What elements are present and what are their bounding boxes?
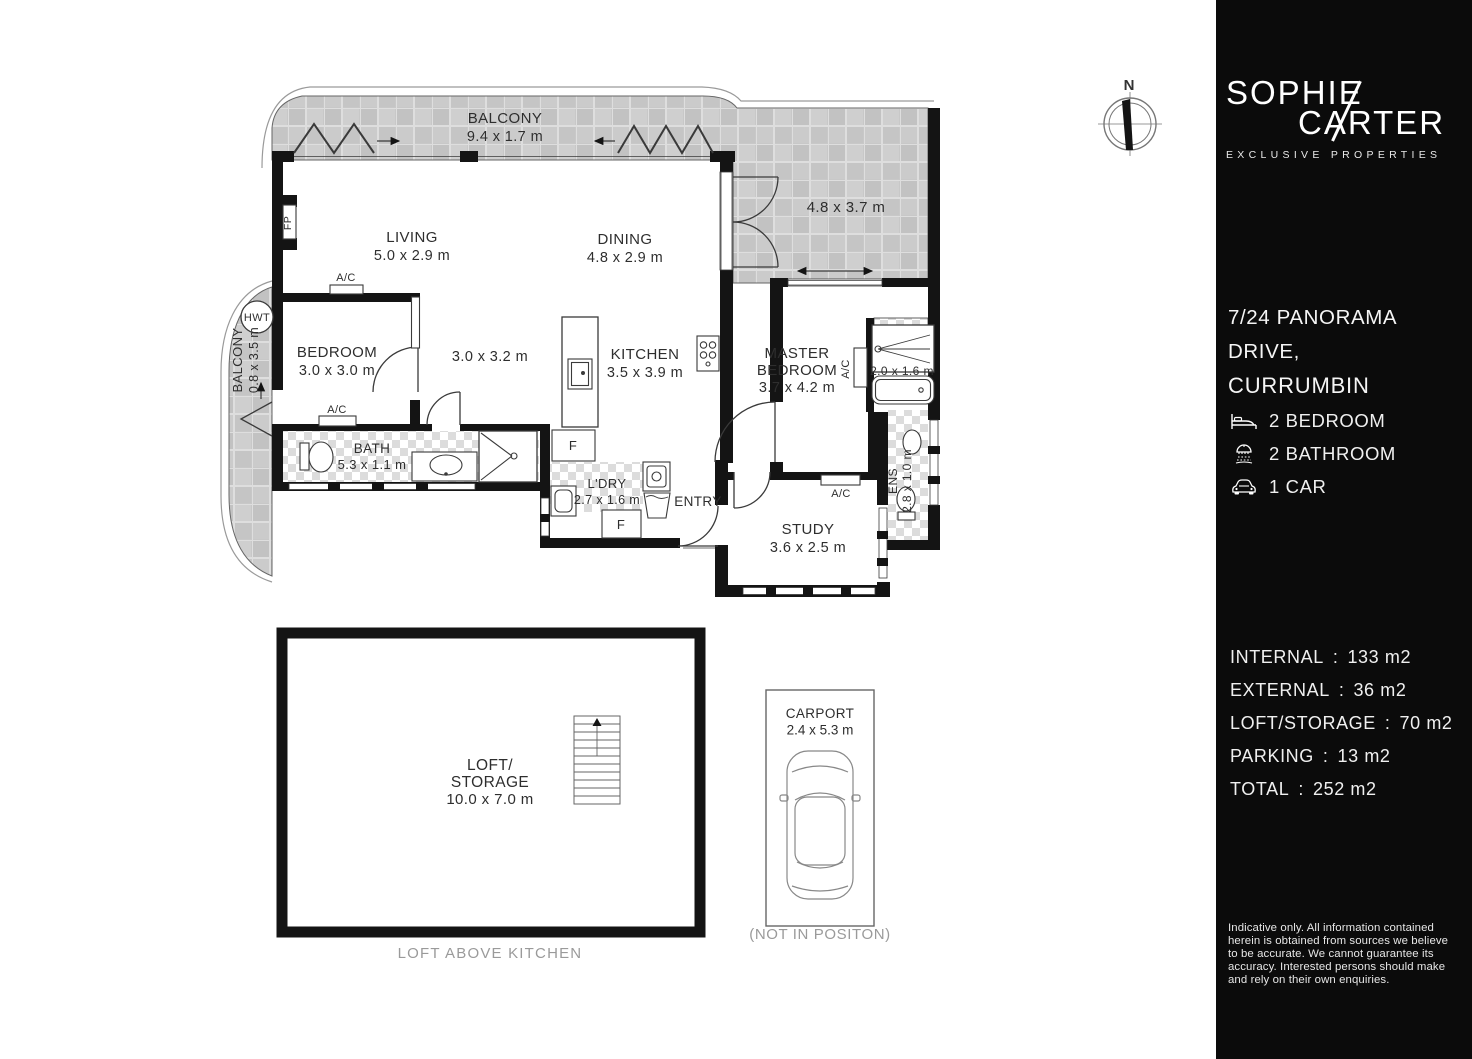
feature-label-bedrooms: 2 BEDROOM — [1269, 409, 1386, 431]
area-value: 13 m2 — [1337, 746, 1391, 766]
area-summary — [1230, 641, 1464, 806]
terrace-dims: 4.8 x 3.7 m — [806, 199, 886, 216]
compass — [1098, 77, 1162, 156]
ac-unit-study — [821, 475, 860, 485]
area-label: INTERNAL — [1230, 647, 1324, 667]
area-separator: : — [1332, 647, 1339, 667]
address-line2: CURRUMBIN — [1228, 373, 1370, 398]
washer — [643, 462, 670, 491]
feature-bathrooms — [1230, 437, 1460, 470]
carport-label: CARPORT — [785, 706, 855, 721]
area-label: PARKING — [1230, 746, 1314, 766]
compass-north-label: N — [1123, 77, 1135, 94]
carport-dims: 2.4 x 5.3 m — [786, 722, 854, 738]
sidebar — [1216, 0, 1472, 1059]
side-balcony-dims: 0.8 x 3.5 m — [247, 326, 261, 394]
ac-unit-living — [330, 285, 363, 294]
kitchen-dims: 3.5 x 3.9 m — [606, 365, 684, 381]
carport-plan — [749, 690, 891, 943]
area-label: EXTERNAL — [1230, 680, 1330, 700]
side-balcony-label: BALCONY — [230, 327, 245, 393]
entry-label: ENTRY — [674, 494, 722, 509]
study-label: STUDY — [781, 521, 835, 538]
bedroom-robe — [412, 297, 420, 348]
master-label-1: MASTER — [764, 345, 830, 362]
loft-dims: 10.0 x 7.0 m — [446, 791, 534, 808]
area-value: 133 m2 — [1347, 647, 1412, 667]
ac-unit-bedroom — [319, 416, 356, 426]
loft-caption: LOFT ABOVE KITCHEN — [397, 945, 583, 962]
area-label: LOFT/STORAGE — [1230, 713, 1376, 733]
dining-label: DINING — [597, 231, 653, 248]
feature-label-car: 1 CAR — [1269, 475, 1327, 497]
area-value: 36 m2 — [1353, 680, 1407, 700]
area-separator: : — [1384, 713, 1391, 733]
balcony-top-label: BALCONY — [467, 110, 543, 127]
ens-label: ENS — [886, 468, 900, 494]
fp-label: FP — [282, 215, 294, 231]
feature-bedrooms — [1230, 404, 1460, 437]
shower-icon — [1230, 443, 1258, 465]
area-row-loft-storage — [1230, 707, 1464, 740]
kitchen-label: KITCHEN — [610, 346, 680, 363]
kitchen-island — [562, 317, 598, 427]
area-value: 252 m2 — [1312, 779, 1377, 799]
dining-dims: 4.8 x 2.9 m — [586, 250, 664, 266]
feature-label-bathrooms: 2 BATHROOM — [1269, 442, 1396, 464]
area-label: TOTAL — [1230, 779, 1290, 799]
bedroom-label: BEDROOM — [296, 344, 378, 361]
living-dims: 5.0 x 2.9 m — [373, 248, 451, 264]
brand-name-bottom: CARTER — [1298, 104, 1446, 141]
laundry-tub — [644, 493, 670, 518]
bath-dims: 5.3 x 1.1 m — [337, 457, 407, 472]
compass-needle — [1122, 99, 1133, 150]
master-dims: 3.7 x 4.2 m — [758, 380, 836, 396]
ens-shower-dims: 2.0 x 1.6 m — [870, 364, 934, 378]
study-dims: 3.6 x 2.5 m — [769, 540, 847, 556]
living-label: LIVING — [386, 229, 438, 246]
loft-label-1: LOFT/ — [467, 757, 513, 774]
ens-bathtub — [872, 376, 934, 404]
bath-shower — [479, 431, 537, 482]
brand-logo — [1226, 76, 1464, 161]
bedroom-door — [373, 347, 418, 392]
balcony-top-dims: 9.4 x 1.7 m — [466, 129, 544, 145]
loft-plan — [282, 633, 700, 962]
brand-name-top: SOPHIE — [1226, 74, 1363, 111]
disclaimer-text: Indicative only. All information contained herein is obtained from sources we believe to be accurate. We cannot guarantee its accuracy. Interested persons should make and rely on their own enquiries. — [1228, 922, 1449, 986]
area-row-total — [1230, 773, 1464, 806]
hall-bath-door — [427, 392, 460, 425]
car-icon — [1230, 478, 1258, 496]
fridge-label: F — [568, 438, 578, 453]
bedroom-dims: 3.0 x 3.0 m — [298, 363, 376, 379]
ens-dims: 2.8 x 1.0 m — [900, 449, 914, 513]
feature-car — [1230, 470, 1460, 503]
loft-label-2: STORAGE — [450, 774, 530, 791]
area-separator: : — [1338, 680, 1345, 700]
carport-caption: (NOT IN POSITON) — [749, 926, 891, 943]
fridge-label-2: F — [616, 517, 626, 532]
area-separator: : — [1298, 779, 1304, 799]
ac-label-bedroom: A/C — [327, 404, 347, 416]
bath-toilet — [300, 442, 333, 472]
area-value: 70 m2 — [1399, 713, 1453, 733]
ac-label-living: A/C — [336, 272, 356, 284]
dryer — [551, 486, 576, 516]
address-line1: 7/24 PANORAMA DRIVE, — [1228, 306, 1397, 363]
laundry-label: L'DRY — [587, 476, 627, 491]
ac-label-master: A/C — [840, 359, 852, 379]
hall-dims: 3.0 x 3.2 m — [451, 349, 529, 365]
bath-label: BATH — [353, 441, 391, 456]
stairs — [574, 716, 620, 804]
hwt-label: HWT — [243, 312, 271, 324]
area-row-internal — [1230, 641, 1464, 674]
ac-unit-master — [854, 348, 867, 387]
bath-vanity — [412, 452, 477, 481]
brand-tagline: EXCLUSIVE PROPERTIES — [1226, 149, 1442, 161]
bed-icon — [1230, 411, 1258, 431]
property-address — [1228, 301, 1466, 403]
cooktop — [697, 336, 719, 371]
entry-door — [678, 506, 718, 546]
area-row-parking — [1230, 740, 1464, 773]
area-separator: : — [1322, 746, 1329, 766]
study-door — [734, 472, 770, 508]
laundry-dims: 2.7 x 1.6 m — [573, 493, 641, 507]
master-label-2: BEDROOM — [756, 362, 838, 379]
ac-label-study: A/C — [831, 488, 851, 500]
area-row-external — [1230, 674, 1464, 707]
feature-list — [1230, 404, 1460, 503]
